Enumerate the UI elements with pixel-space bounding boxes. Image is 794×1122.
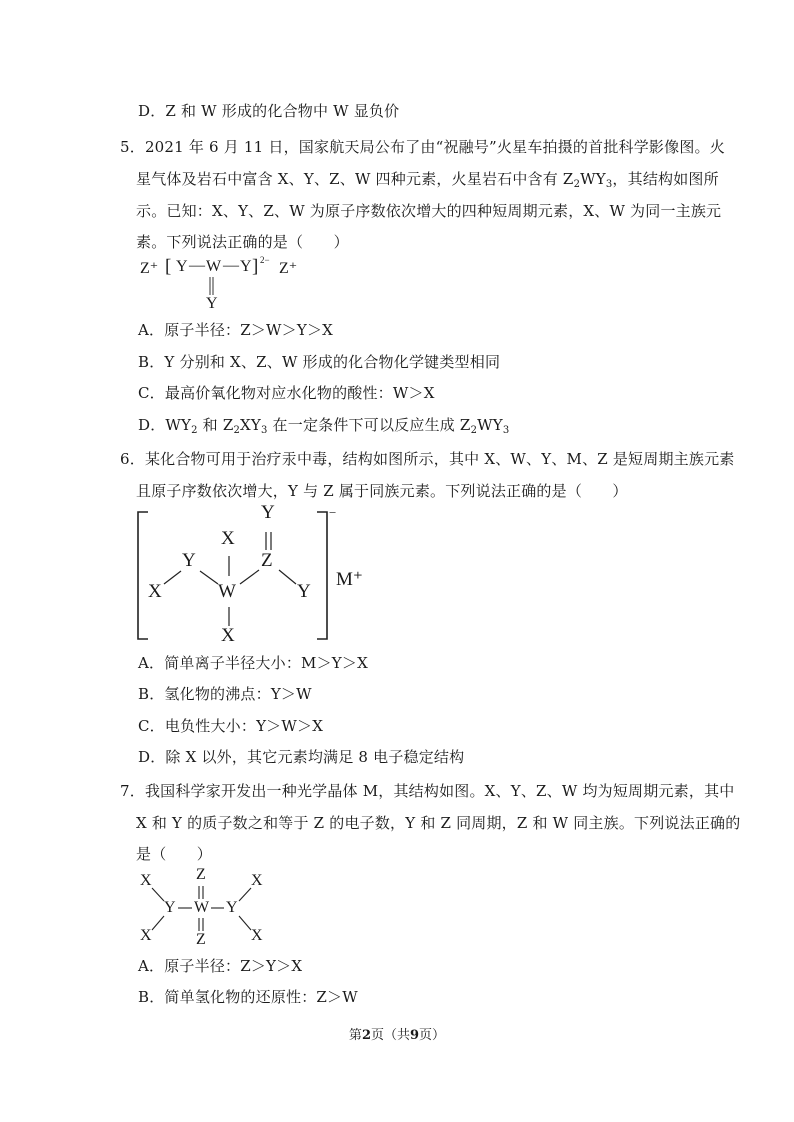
q6-option-d[interactable]: D．除 X 以外，其它元素均满足 8 电子稳定结构 [138,748,465,766]
q5-w: W [206,258,222,275]
q7-x-bottom-left: X [140,927,152,944]
q7-x-bottom-right: X [251,927,263,944]
q5-bracket-close: ] [252,256,259,277]
q6-option-b[interactable]: B．氢化物的沸点：Y＞W [138,685,312,703]
q5-y-bottom: Y [206,295,218,312]
q7-z-bottom: Z [196,931,206,948]
q7-option-a[interactable]: A．原子半径：Z＞Y＞X [138,957,303,975]
q5-stem-line1: 5．2021 年 6 月 11 日，国家航天局公布了由“祝融号”火星车拍摄的首批科学影像图。火 [120,138,725,156]
q5-option-b[interactable]: B．Y 分别和 X、Z、W 形成的化合物化学键类型相同 [138,353,501,371]
q7-option-b[interactable]: B．简单氢化物的还原性：Z＞W [138,988,358,1006]
q6-x-bottom: X [221,625,235,646]
q5-y-right: Y [240,258,252,275]
q5-bond-right: — [223,257,239,274]
q7-stem-line3: 是（ ） [136,845,213,863]
q6-stem-line1: 6．某化合物可用于治疗汞中毒，结构如图所示，其中 X、W、Y、M、Z 是短周期主族元素 [120,450,735,468]
q5-option-c[interactable]: C．最高价氧化物对应水化物的酸性：W＞X [138,384,435,402]
q5-stem-line4: 素。下列说法正确的是（ ） [136,233,349,251]
q6-charge: − [329,505,337,520]
q5-stem-line2: 星气体及岩石中富含 X、Y、Z、W 四种元素，火星岩石中含有 $Z_2WY_3$，其结构如图所 [136,170,719,190]
q6-w: W [218,581,236,602]
q4-option-d[interactable]: D．Z 和 W 形成的化合物中 W 显负价 [138,102,400,120]
q5-stem-line3: 示。已知：X、Y、Z、W 为原子序数依次增大的四种短周期元素，X、W 为同一主族元 [136,202,722,220]
q7-x-top-left: X [140,872,152,889]
q6-option-c[interactable]: C．电负性大小：Y＞W＞X [138,717,324,735]
q6-y-top: Y [261,502,275,523]
q7-w: W [194,899,210,916]
q5-bond-left: — [189,257,205,274]
q6-y-left: Y [182,550,196,571]
q6-y-right: Y [297,581,311,602]
q6-m: M⁺ [336,569,363,590]
q5-y-left: Y [176,258,188,275]
page-footer: 第2页（共9页） [348,1028,446,1043]
q5-z-right: Z⁺ [279,260,298,277]
q7-z-top: Z [196,866,206,883]
q5-charge: 2− [260,255,270,265]
q7-stem-line1: 7．我国科学家开发出一种光学晶体 M，其结构如图。X、Y、Z、W 均为短周期元素，其中 [120,782,735,800]
q5-option-a[interactable]: A．原子半径：Z＞W＞Y＞X [138,321,334,339]
q6-structure-lines [136,508,336,643]
q7-y-right: Y [226,899,238,916]
q6-stem-line2: 且原子序数依次增大，Y 与 Z 属于同族元素。下列说法正确的是（ ） [136,482,628,500]
q6-x-left: X [148,581,162,602]
q5-bracket-open: [ [165,256,172,277]
q6-option-a[interactable]: A．简单离子半径大小：M＞Y＞X [138,654,368,672]
q7-x-top-right: X [251,872,263,889]
q5-option-d[interactable]: D．$WY_2$ 和 $Z_2XY_3$ 在一定条件下可以反应生成 $Z_2WY_3$ [138,416,510,436]
q6-z: Z [261,550,273,571]
q7-stem-line2: X 和 Y 的质子数之和等于 Z 的电子数，Y 和 Z 同周期，Z 和 W 同主族。下列说法正确的 [136,814,741,832]
q7-y-left: Y [164,899,176,916]
q6-x-top: X [221,528,235,549]
q5-z-left: Z⁺ [140,260,159,277]
